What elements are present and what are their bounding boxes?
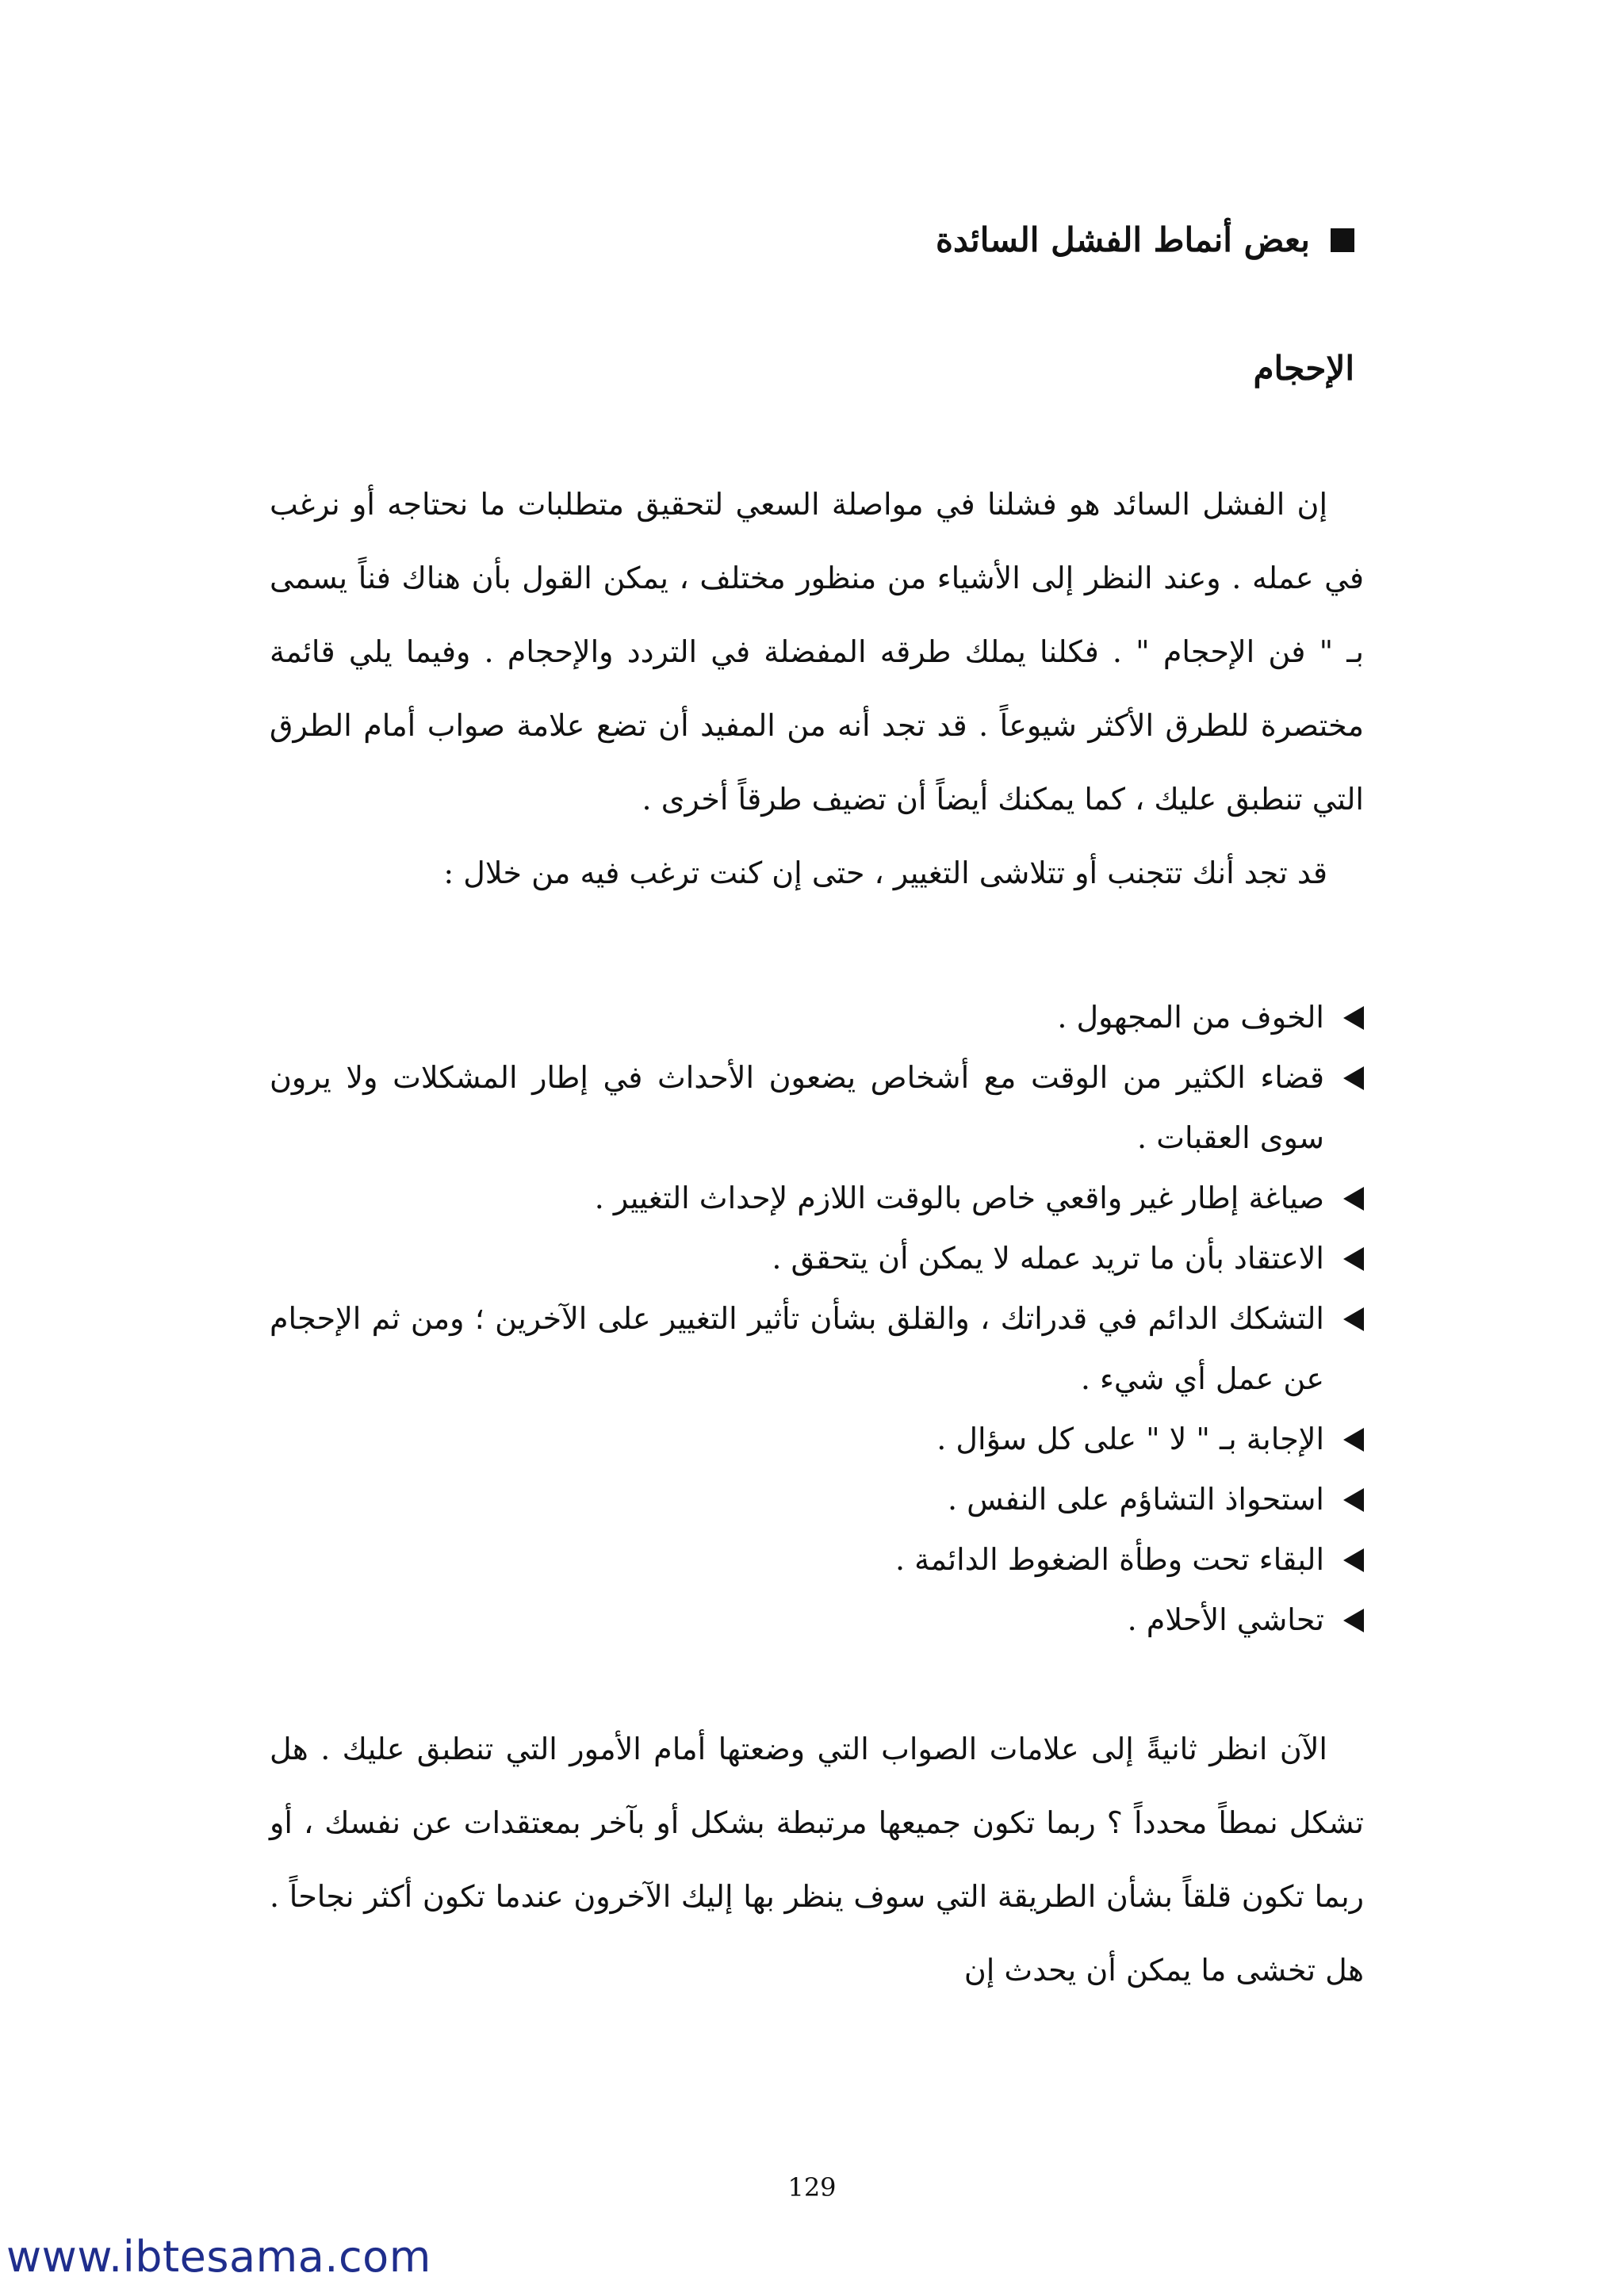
list-item-text: البقاء تحت وطأة الضغوط الدائمة . [895,1542,1324,1577]
closing-paragraph-block [270,1712,1364,2007]
page-number: 129 [787,2172,837,2202]
watermark-link[interactable]: www.ibtesama.com [6,2232,431,2282]
triangle-bullet-icon [1343,1187,1364,1211]
triangle-bullet-icon [1343,1066,1364,1090]
triangle-bullet-icon [1343,1548,1364,1572]
list-item-text: الاعتقاد بأن ما تريد عمله لا يمكن أن يتحقق . [772,1241,1324,1276]
list-item-text: استحواذ التشاؤم على النفس . [947,1482,1324,1517]
paragraph: قد تجد أنك تتجنب أو تتلاشى التغيير ، حتى إن كنت ترغب فيه من خلال : [443,855,1327,890]
section-title [936,220,1354,259]
section-title-text: بعض أنماط الفشل السائدة [935,220,1310,259]
list-item [270,1529,1364,1590]
triangle-bullet-icon [1343,1428,1364,1452]
paragraph: الآن انظر ثانيةً إلى علامات الصواب التي وضعتها أمام الأمور التي تنطبق عليك . هل تشكل نمطاً محدداً ؟ ربما تكون جميعها مرتبطة بشكل أو بآخر بمعتقدات عن نفسك ، أو ربما تكون قلقاً بشأن الطريقة التي سوف ينظر بها إليك الآخرون عندما تكون أكثر نجاحاً . هل تخشى ما يمكن أن يحدث إن [270,1732,1364,1988]
square-bullet-icon [1331,228,1354,252]
triangle-bullet-icon [1343,1006,1364,1030]
paragraph: إن الفشل السائد هو فشلنا في مواصلة السعي لتحقيق متطلبات ما نحتاجه أو نرغب في عمله . وعند النظر إلى الأشياء من منظور مختلف ، يمكن القول بأن هناك فناً يسمى بـ " فن الإحجام " . فكلنا يملك طرقه المفضلة في التردد والإحجام . وفيما يلي قائمة مختصرة للطرق الأكثر شيوعاً . قد تجد أنه من المفيد أن تضع علامة صواب أمام الطرق التي تنطبق عليك ، كما يمكنك أيضاً أن تضيف طرقاً أخرى . [270,487,1364,817]
list-item [270,987,1364,1047]
list-item [270,1168,1364,1228]
list-item-text: صياغة إطار غير واقعي خاص بالوقت اللازم لإحداث التغيير . [594,1181,1324,1215]
list-item [270,1469,1364,1529]
list-item-text: الخوف من المجهول . [1057,1000,1324,1035]
bullet-list [270,987,1364,1650]
triangle-bullet-icon [1343,1247,1364,1271]
list-item-text: الإجابة بـ " لا " على كل سؤال . [936,1422,1324,1456]
intro-paragraphs [270,468,1364,910]
triangle-bullet-icon [1343,1307,1364,1331]
triangle-bullet-icon [1343,1609,1364,1632]
list-item [270,1288,1364,1409]
list-item-text: تحاشي الأحلام . [1127,1602,1324,1637]
list-item [270,1409,1364,1469]
list-item-text: التشكك الدائم في قدراتك ، والقلق بشأن تأثير التغيير على الآخرين ؛ ومن ثم الإحجام عن عمل أي شيء . [270,1301,1324,1396]
list-item [270,1047,1364,1168]
triangle-bullet-icon [1343,1488,1364,1512]
list-item [270,1228,1364,1288]
list-item [270,1590,1364,1650]
list-item-text: قضاء الكثير من الوقت مع أشخاص يضعون الأحداث في إطار المشكلات ولا يرون سوى العقبات . [270,1060,1324,1155]
subheading: الإحجام [1253,349,1354,388]
